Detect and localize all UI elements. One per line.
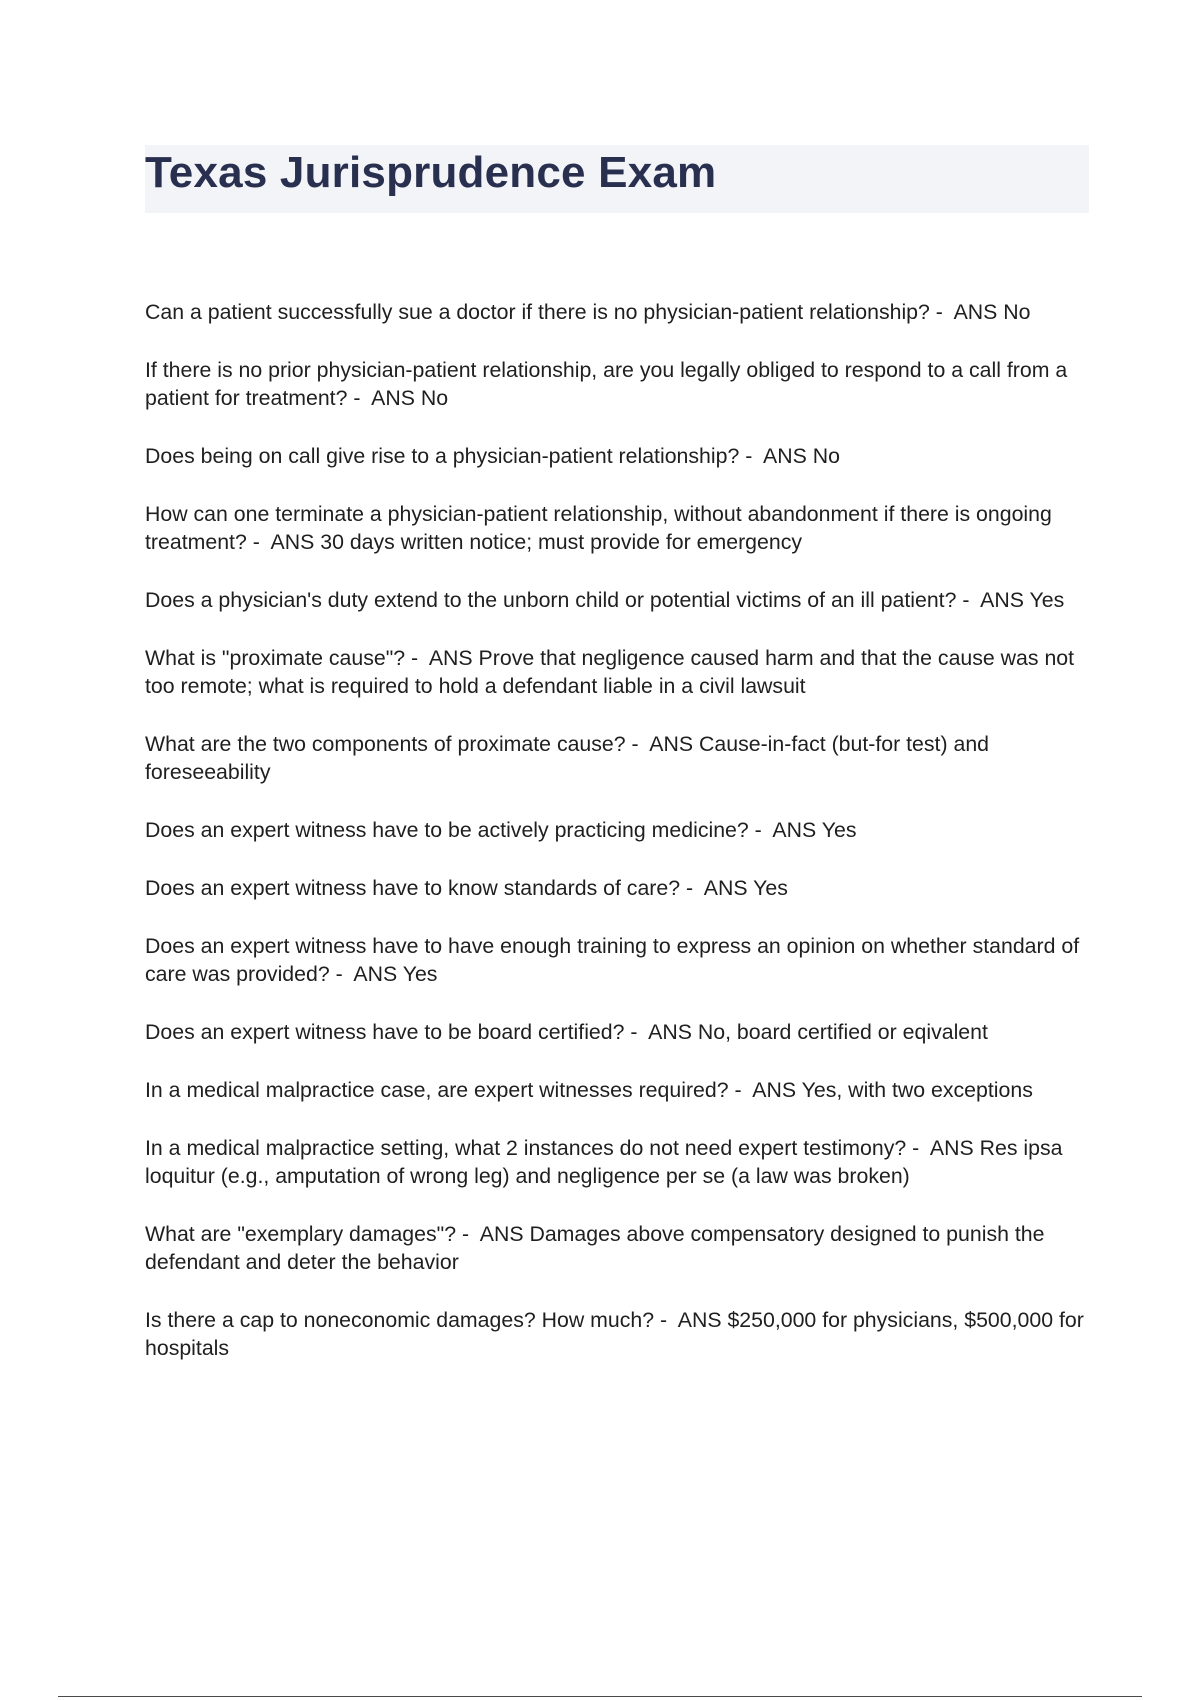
question-text: Does being on call give rise to a physician-patient relationship? -	[145, 444, 753, 468]
qa-item	[145, 586, 1090, 614]
qa-item	[145, 1134, 1090, 1190]
question-text: What are "exemplary damages"? -	[145, 1222, 470, 1246]
page-bottom-rule	[58, 1696, 1142, 1697]
answer-text: Res ipsa loquitur (e.g., amputation of wrong leg) and negligence per se (a law was broken)	[145, 1136, 1063, 1188]
document-title: Texas Jurisprudence Exam	[145, 148, 717, 197]
answer-text: No, board certified or eqivalent	[697, 1020, 988, 1044]
question-text: Does an expert witness have to have enough training to express an opinion on whether standard of care was provided? -	[145, 934, 1080, 986]
qa-item	[145, 356, 1090, 412]
answer-text: Damages above compensatory designed to punish the defendant and deter the behavior	[145, 1222, 1045, 1274]
answer-text: Yes, with two exceptions	[801, 1078, 1033, 1102]
question-text: What are the two components of proximate cause? -	[145, 732, 639, 756]
answer-marker: ANS	[371, 386, 415, 410]
answer-text: $250,000 for physicians, $500,000 for hospitals	[145, 1308, 1084, 1360]
qa-item	[145, 500, 1090, 556]
question-text: What is "proximate cause"? -	[145, 646, 419, 670]
answer-text: No	[420, 386, 449, 410]
answer-marker: ANS	[648, 1020, 692, 1044]
answer-text: Yes	[753, 876, 788, 900]
answer-marker: ANS	[270, 530, 315, 554]
answer-text: 30 days written notice; must provide for emergency	[320, 530, 802, 554]
qa-item	[145, 932, 1090, 988]
answer-text: No	[812, 444, 840, 468]
answer-marker: ANS	[953, 300, 998, 324]
question-text: Does a physician's duty extend to the unborn child or potential victims of an ill patient? -	[145, 588, 970, 612]
qa-item	[145, 1076, 1090, 1104]
qa-item	[145, 816, 1090, 844]
answer-marker: ANS	[428, 646, 473, 670]
question-text: Can a patient successfully sue a doctor if there is no physician-patient relationship? -	[145, 300, 943, 324]
answer-marker: ANS	[752, 1078, 797, 1102]
answer-marker: ANS	[677, 1308, 722, 1332]
question-text: Does an expert witness have to be actively practicing medicine? -	[145, 818, 762, 842]
qa-list	[145, 298, 1090, 1392]
answer-marker: ANS	[649, 732, 694, 756]
answer-text: Yes	[402, 962, 438, 986]
answer-text: No	[1003, 300, 1031, 324]
qa-item	[145, 730, 1090, 786]
answer-text: Cause-in-fact (but-for test) and foreseeability	[145, 732, 990, 784]
answer-text: Prove that negligence caused harm and that the cause was not too remote; what is required to hold a defendant liable in a civil lawsuit	[145, 646, 1075, 698]
question-text: In a medical malpractice case, are expert witnesses required? -	[145, 1078, 742, 1102]
question-text: Is there a cap to noneconomic damages? How much? -	[145, 1308, 668, 1332]
answer-marker: ANS	[703, 876, 748, 900]
answer-marker: ANS	[772, 818, 817, 842]
question-text: How can one terminate a physician-patient relationship, without abandonment if there is ongoing treatment? -	[145, 502, 1052, 554]
qa-item	[145, 1018, 1090, 1046]
qa-item	[145, 1220, 1090, 1276]
qa-item	[145, 874, 1090, 902]
question-text: In a medical malpractice setting, what 2 instances do not need expert testimony? -	[145, 1136, 920, 1160]
answer-marker: ANS	[980, 588, 1024, 612]
question-text: Does an expert witness have to be board certified? -	[145, 1020, 638, 1044]
qa-item	[145, 644, 1090, 700]
question-text: Does an expert witness have to know standards of care? -	[145, 876, 694, 900]
question-text: If there is no prior physician-patient relationship, are you legally obliged to respond to a call from a patient for treatment? -	[145, 358, 1068, 410]
answer-marker: ANS	[353, 962, 398, 986]
answer-text: Yes	[821, 818, 857, 842]
answer-marker: ANS	[479, 1222, 524, 1246]
qa-item	[145, 1306, 1090, 1362]
qa-item	[145, 298, 1090, 326]
answer-marker: ANS	[762, 444, 807, 468]
answer-text: Yes	[1029, 588, 1065, 612]
answer-marker: ANS	[929, 1136, 974, 1160]
qa-item	[145, 442, 1090, 470]
